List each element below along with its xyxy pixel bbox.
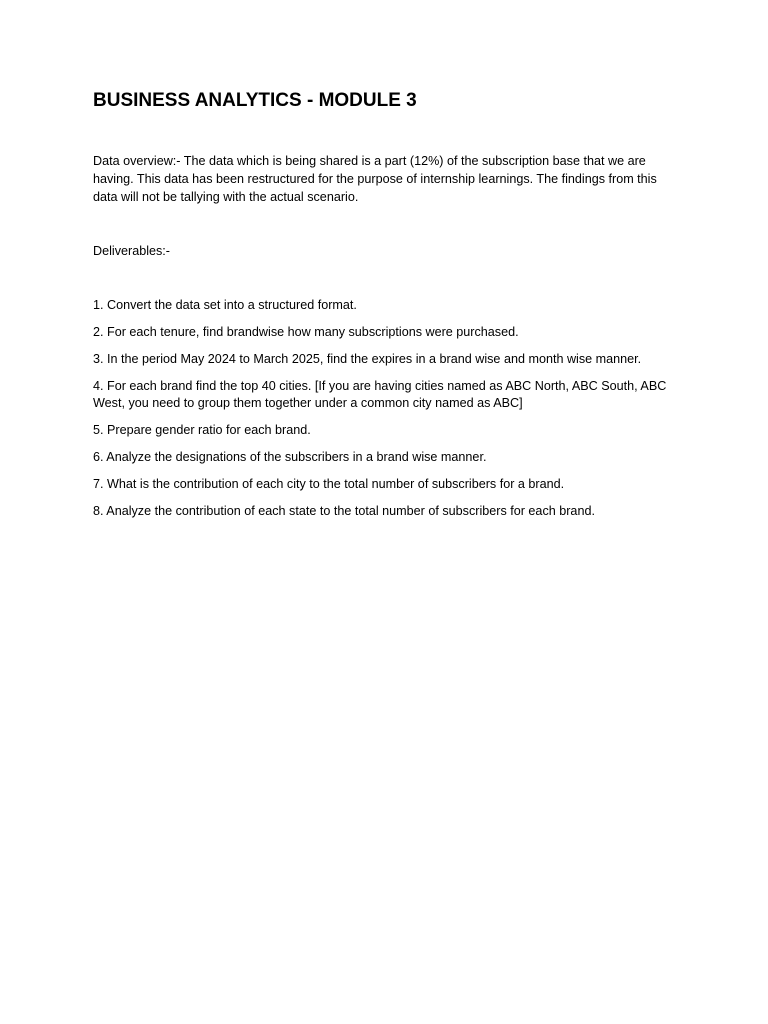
deliverable-item-3: 3. In the period May 2024 to March 2025, find the expires in a brand wise and month wise manner. (93, 352, 642, 366)
deliverable-item-2: 2. For each tenure, find brandwise how many subscriptions were purchased. (93, 325, 519, 339)
deliverables-heading: Deliverables:- (93, 244, 170, 258)
deliverable-item-5: 5. Prepare gender ratio for each brand. (93, 423, 311, 437)
data-overview-paragraph: Data overview:- The data which is being shared is a part (12%) of the subscription base that we are having. This data has been restructured for the purpose of internship learnings. The findings from this data will not be tallying with the actual scenario. (93, 154, 657, 204)
document-title: BUSINESS ANALYTICS - MODULE 3 (93, 90, 417, 111)
deliverable-item-8: 8. Analyze the contribution of each state to the total number of subscribers for each brand. (93, 504, 595, 518)
deliverable-item-1: 1. Convert the data set into a structured format. (93, 298, 357, 312)
document-body (93, 88, 683, 530)
deliverable-item-4: 4. For each brand find the top 40 cities. [If you are having cities named as ABC North, ABC South, ABC West, you need to group them together under a common city named as ABC] (93, 379, 667, 410)
deliverable-item-7: 7. What is the contribution of each city to the total number of subscribers for a brand. (93, 477, 565, 491)
deliverable-item-6: 6. Analyze the designations of the subscribers in a brand wise manner. (93, 450, 487, 464)
deliverables-list (93, 297, 683, 520)
